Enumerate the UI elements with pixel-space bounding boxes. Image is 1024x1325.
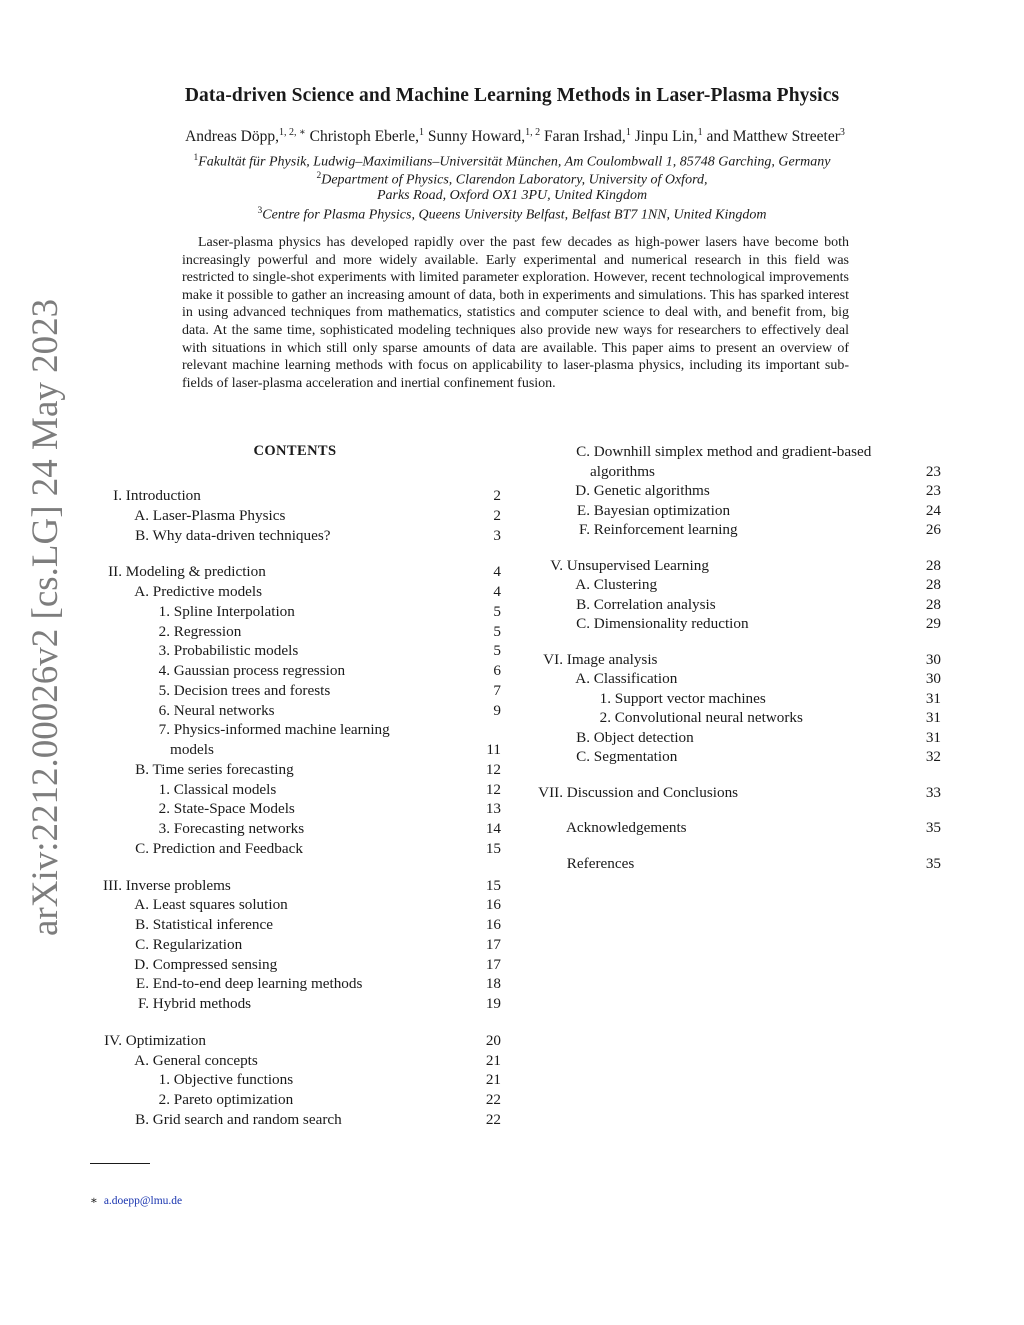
toc-number: B. [135,526,149,544]
toc-entry[interactable] [148,780,276,800]
toc-label: Dimensionality reduction [593,615,749,632]
toc-entry[interactable] [589,708,803,728]
toc-page-number: 31 [925,728,941,746]
affiliation-3 [0,206,1024,224]
toc-page-number: 30 [925,650,941,668]
toc-label: State-Space Models [173,800,295,818]
author-affiliation-mark: 1 [418,127,424,138]
toc-page-number: 22 [485,1110,501,1128]
affiliation-1 [0,153,1024,171]
toc-label: Pareto optimization [173,1091,294,1108]
toc-page-number: 35 [925,819,941,836]
toc-entry[interactable] [94,1031,206,1051]
toc-label: Prediction and Feedback [152,839,303,857]
author-name: Andreas Döpp, [185,128,279,146]
toc-number: 2. [158,800,170,818]
toc-entry[interactable] [125,582,262,602]
toc-number: C. [576,615,590,632]
author-affiliation-mark: 1, 2, ∗ [278,127,306,138]
toc-page-number: 24 [925,501,941,519]
toc-label: Grid search and random search [152,1110,342,1128]
toc-label: Compressed sensing [152,955,278,973]
toc-label: Gaussian process regression [173,662,346,679]
author-list [0,127,1024,146]
toc-page-number: 26 [925,521,941,538]
toc-label: Support vector machines [614,689,766,707]
toc-entry[interactable] [125,994,251,1014]
toc-page-number: 12 [485,780,501,798]
toc-entry[interactable] [125,955,277,975]
toc-label: References [566,854,635,872]
toc-page-number: 18 [485,975,501,993]
toc-entry[interactable] [566,614,749,634]
toc-page-number: 16 [485,896,501,914]
arxiv-identifier: arXiv:2212.00026v2 [cs.LG] 24 May 2023 [25,298,66,936]
affiliation-mark: 2 [316,171,322,181]
affiliation-text: Fakultät für Physik, Ludwig–Maximilians–Universität München, Am Coulombwall 1, 85748 Garching, Germany [198,154,831,170]
toc-entry[interactable] [170,740,214,760]
toc-label: Why data-driven techniques? [152,526,331,544]
toc-entry[interactable] [566,481,710,501]
toc-page-number: 29 [925,615,941,632]
toc-number: 2. [599,709,611,726]
toc-number: B. [135,760,149,778]
toc-label: Unsupervised Learning [566,556,709,574]
toc-page-number: 5 [493,642,501,660]
author-name: and Matthew Streeter [706,128,840,146]
toc-number: B. [135,916,149,933]
author-affiliation-mark: 3 [839,127,845,138]
toc-number: A. [575,576,590,593]
toc-number: 7. [158,721,170,739]
toc-label: algorithms [590,462,655,480]
toc-label: Regression [173,622,242,640]
toc-number: D. [134,955,149,973]
toc-page-number: 16 [485,916,501,933]
toc-label: Introduction [125,487,201,504]
paper-title: Data-driven Science and Machine Learning Methods in Laser-Plasma Physics [184,85,840,106]
toc-label: Classification [593,670,678,687]
toc-entry[interactable] [566,747,677,767]
toc-entry[interactable] [125,1110,342,1130]
toc-page-number: 33 [925,783,941,801]
toc-entry[interactable] [566,669,677,689]
toc-number: B. [576,728,590,746]
toc-number: 1. [158,1071,170,1089]
toc-label: Modeling & prediction [125,563,266,581]
toc-label: Hybrid methods [152,995,252,1012]
toc-number: II. [108,563,122,581]
toc-number: A. [134,896,149,914]
toc-entry[interactable] [529,854,634,874]
footnote [90,1193,182,1207]
toc-entry[interactable] [566,728,694,748]
contents-heading: CONTENTS [253,443,337,459]
author-name: Faran Irshad, [544,128,626,146]
toc-label: Image analysis [566,650,658,668]
toc-number: 2. [158,1091,170,1108]
affiliation-2-address [0,188,1024,204]
toc-entry[interactable] [529,556,709,576]
toc-entry[interactable] [94,562,266,582]
author [185,128,306,145]
toc-label: Probabilistic models [173,642,299,660]
toc-entry[interactable] [566,520,738,540]
toc-label: Convolutional neural networks [614,709,803,726]
toc-entry[interactable] [125,974,362,994]
toc-number: E. [135,975,149,993]
toc-page-number: 9 [493,701,501,719]
toc-entry[interactable] [566,501,730,521]
toc-page-number: 4 [493,583,501,600]
toc-number: D. [575,482,590,499]
toc-label: Segmentation [593,748,678,765]
toc-entry[interactable] [125,839,303,859]
affiliation-mark: 1 [193,153,199,163]
affiliation-2 [0,171,1024,189]
toc-number: 1. [599,689,611,707]
toc-label: Laser-Plasma Physics [152,506,286,524]
toc-label: Time series forecasting [152,760,294,778]
toc-page-number: 12 [485,760,501,778]
toc-page-number: 11 [486,741,501,758]
toc-label: Spline Interpolation [173,602,295,620]
affiliation-text: Department of Physics, Clarendon Laboratory, University of Oxford, [321,172,708,188]
toc-label: End-to-end deep learning methods [152,975,363,993]
toc-page-number: 28 [925,576,941,593]
toc-number: A. [134,583,149,600]
toc-page-number: 5 [493,602,501,620]
toc-number: 6. [158,701,170,719]
toc-number: 1. [158,602,170,620]
toc-page-number: 23 [925,462,941,480]
toc-entry[interactable] [148,720,390,740]
toc-label: Objective functions [173,1071,294,1089]
toc-label: Downhill simplex method and gradient-based [593,443,872,460]
toc-page-number: 20 [485,1031,501,1049]
toc-page-number: 28 [925,556,941,574]
toc-label: models [170,741,214,758]
footnote-rule [90,1163,150,1164]
toc-number: F. [578,521,590,538]
toc-number: 3. [158,642,170,660]
toc-number: B. [576,595,590,613]
toc-page-number: 7 [493,681,501,699]
footnote-mark: ∗ [90,1195,98,1207]
toc-entry[interactable] [148,602,295,622]
toc-page-number: 2 [493,506,501,524]
toc-label: Classical models [173,780,277,798]
abstract-text: Laser-plasma physics has developed rapidly over the past few decades as high-power lasers have become both increasingly powerful and more widely available. Early experimental and numerical research in this field was restricted to single-shot experiments with limited parameter exploration. However, recent technological improvements make it possible to gather an increasing amount of data, both in experiments and simulations. This has sparked interest in using advanced techniques from mathematics, statistics and computer science to deal with, and benefit from, big data. At the same time, sophisticated modeling techniques also provide new ways for researchers to effectively deal with situations in which still only sparse amounts of data are available. This paper aims to present an overview of relevant machine learning methods with focus on applicability to laser-plasma physics, including its important sub-fields of laser-plasma acceleration and inertial confinement fusion. [182,235,849,391]
toc-page-number: 2 [493,487,501,504]
author [544,128,631,145]
toc-entry[interactable] [148,641,298,661]
toc-page-number: 31 [925,709,941,726]
email-link[interactable]: a.doepp@lmu.de [103,1195,183,1207]
toc-number: A. [575,670,590,687]
toc-entry[interactable] [125,506,285,526]
toc-number: III. [103,876,122,894]
toc-page-number: 21 [485,1051,501,1069]
author-affiliation-mark: 1 [625,127,631,138]
toc-page-number: 31 [925,689,941,707]
toc-label: Decision trees and forests [173,681,331,699]
toc-page-number: 4 [493,563,501,581]
toc-label: Discussion and Conclusions [566,783,739,801]
toc-page-number: 32 [925,748,941,765]
toc-number: C. [135,935,149,953]
toc-number: 5. [158,681,170,699]
toc-number: VII. [538,783,563,801]
toc-page-number: 14 [485,820,501,837]
toc-page-number: 6 [493,662,501,679]
toc-label: Reinforcement learning [593,521,738,538]
toc-label: Statistical inference [152,916,273,933]
toc-number: 4. [158,662,170,679]
toc-entry[interactable] [125,935,242,955]
toc-page-number: 15 [485,839,501,857]
toc-entry[interactable] [125,895,288,915]
toc-entry[interactable] [529,783,738,803]
toc-number: I. [113,487,122,504]
toc-number: VI. [543,650,563,668]
toc-entry[interactable] [148,622,241,642]
toc-page-number: 28 [925,595,941,613]
toc-label: Neural networks [173,701,275,719]
toc-page-number: 5 [493,622,501,640]
toc-entry[interactable] [566,442,871,462]
toc-number: F. [137,995,149,1012]
toc-entry[interactable] [125,915,273,935]
toc-page-number: 15 [485,876,501,894]
toc-number: C. [576,748,590,765]
toc-page-number: 35 [925,854,941,872]
toc-page-number: 30 [925,670,941,687]
toc-entry[interactable] [125,526,331,546]
toc-entry[interactable] [529,818,687,838]
toc-label: Acknowledgements [565,819,687,836]
toc-page-number: 21 [485,1071,501,1089]
toc-page-number: 13 [485,800,501,818]
author [428,128,540,145]
toc-label: General concepts [152,1051,258,1069]
toc-number: A. [134,506,149,524]
toc-label: Regularization [152,935,243,953]
affiliation-text: Centre for Plasma Physics, Queens University Belfast, Belfast BT7 1NN, United Kingdom [262,207,767,223]
author [706,128,844,145]
toc-entry[interactable] [148,701,275,721]
author-affiliation-mark: 1 [697,127,703,138]
toc-entry[interactable] [566,595,716,615]
author-affiliation-mark: 1, 2 [525,127,541,138]
toc-page-number: 17 [485,955,501,973]
toc-label: Correlation analysis [593,595,716,613]
toc-number: 2. [158,622,170,640]
affiliation-text: Parks Road, Oxford OX1 3PU, United Kingdom [376,188,648,203]
toc-label: Least squares solution [152,896,288,914]
toc-number: A. [134,1051,149,1069]
toc-number: E. [576,501,590,519]
author-name: Christoph Eberle, [309,128,419,146]
toc-entry[interactable] [529,650,657,670]
toc-number: C. [576,443,590,460]
toc-entry[interactable] [148,1090,293,1110]
author-name: Sunny Howard, [427,128,526,146]
toc-number: IV. [104,1031,122,1049]
toc-number: V. [550,556,563,574]
toc-label: Forecasting networks [173,820,305,837]
toc-entry[interactable] [589,689,766,709]
toc-entry[interactable] [148,681,330,701]
toc-label: Object detection [593,728,694,746]
toc-label: Physics-informed machine learning [173,721,390,739]
toc-number: C. [135,839,149,857]
toc-entry[interactable] [125,760,294,780]
toc-entry[interactable] [148,799,295,819]
author [310,128,424,145]
toc-page-number: 23 [925,482,941,499]
author-name: Jinpu Lin, [634,128,698,146]
toc-label: Clustering [593,576,658,593]
toc-page-number: 22 [485,1091,501,1108]
toc-entry[interactable] [148,661,345,681]
abstract [182,234,849,392]
toc-label: Bayesian optimization [593,501,731,519]
toc-page-number: 17 [485,935,501,953]
affiliation-mark: 3 [257,206,263,216]
toc-label: Predictive models [152,583,263,600]
toc-entry[interactable] [148,1070,293,1090]
toc-number: 3. [158,820,170,837]
toc-entry[interactable] [94,876,231,896]
toc-entry[interactable] [590,462,655,482]
toc-page-number: 19 [485,995,501,1012]
toc-number: B. [135,1110,149,1128]
toc-entry[interactable] [148,819,304,839]
toc-label: Genetic algorithms [593,482,710,499]
toc-entry[interactable] [125,1051,258,1071]
toc-number: 1. [158,780,170,798]
toc-entry[interactable] [566,575,657,595]
toc-label: Optimization [125,1031,206,1049]
author [635,128,703,145]
toc-entry[interactable] [94,486,201,506]
toc-label: Inverse problems [125,876,231,894]
toc-page-number: 3 [493,526,501,544]
